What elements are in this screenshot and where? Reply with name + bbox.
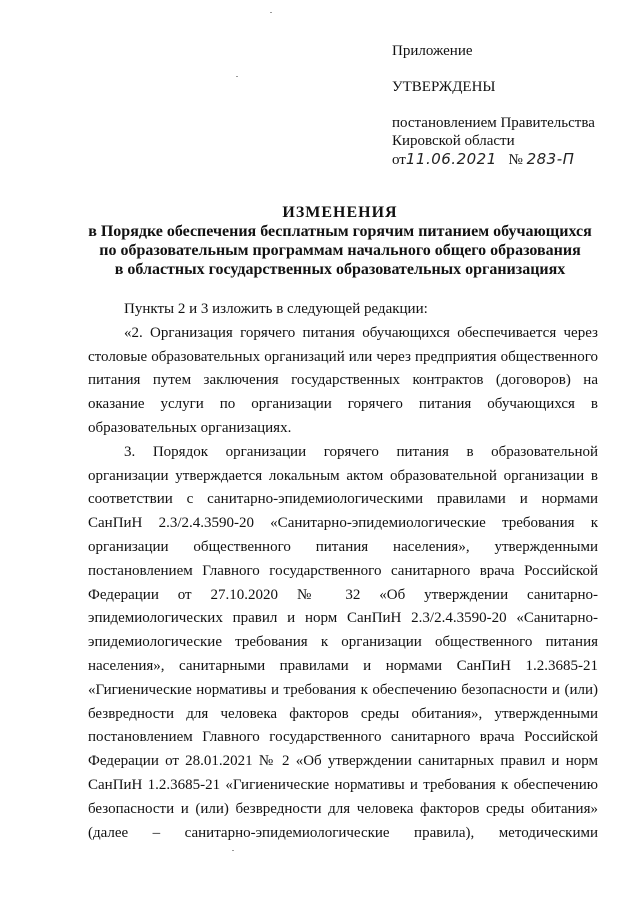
title-line-3: в областных государственных образовательных организациях [114,261,566,278]
scan-speck [232,850,234,851]
document-body [88,298,598,845]
document-title [40,203,640,279]
date-prefix: от [392,152,406,168]
handwritten-number: 283-П [526,150,575,168]
approval-block [392,42,595,169]
title-heading: ИЗМЕНЕНИЯ [282,204,398,221]
intro-paragraph: Пункты 2 и 3 изложить в следующей редакции: [124,301,428,317]
title-line-2: по образовательным программам начального общего образования [99,242,581,259]
scan-speck [270,12,272,13]
approved-label: УТВЕРЖДЕНЫ [392,79,496,95]
decree-date-line [392,150,595,169]
scan-speck [236,76,238,77]
decree-line-1: постановлением Правительства [392,115,595,131]
paragraph-3: 3. Порядок организации горячего питания в образовательной организации утверждается локальным актом образовательной организации в соответствии с санитарно-эпидемиологическими правилами и нормами СанПиН 2.3/2.4.3590-20 «Санитарно-эпидемиологические требования к организации общественного питания населения», утвержденными постановлением Главного государственного санитарного врача Российской Федерации от 27.10.2020 № 32 «Об утверждении санитарно-эпидемиологических правил и норм СанПиН 2.3/2.4.3590-20 «Санитарно-эпидемиологические требования к организации общественного питания населения», санитарными правилами и нормами СанПиН 1.2.3685-21 «Гигиенические нормативы и требования к обеспечению безопасности и (или) безвредности для человека факторов среды обитания», утвержденными постановлением Главного государственного санитарного врача Российской Федерации от 28.01.2021 № 2 «Об утверждении санитарных правил и норм СанПиН 1.2.3685-21 «Гигиенические нормативы и требования к обеспечению безопасности и (или) безвредности для человека факторов среды обитания» (далее – санитарно-эпидемиологические правила), методическими [88,443,598,841]
number-prefix: № [508,152,523,168]
decree-line-2: Кировской области [392,133,515,149]
handwritten-date: 11.06.2021 [405,150,497,168]
title-line-1: в Порядке обеспечения бесплатным горячим питанием обучающихся [88,223,592,240]
paragraph-2: «2. Организация горячего питания обучающихся обеспечивается через столовые образовательных организаций или через предприятия общественного питания путем заключения государственных контрактов (договоров) на оказание услуги по организации горячего питания обучающихся в образовательных организациях. [88,324,598,436]
appendix-label: Приложение [392,43,473,59]
